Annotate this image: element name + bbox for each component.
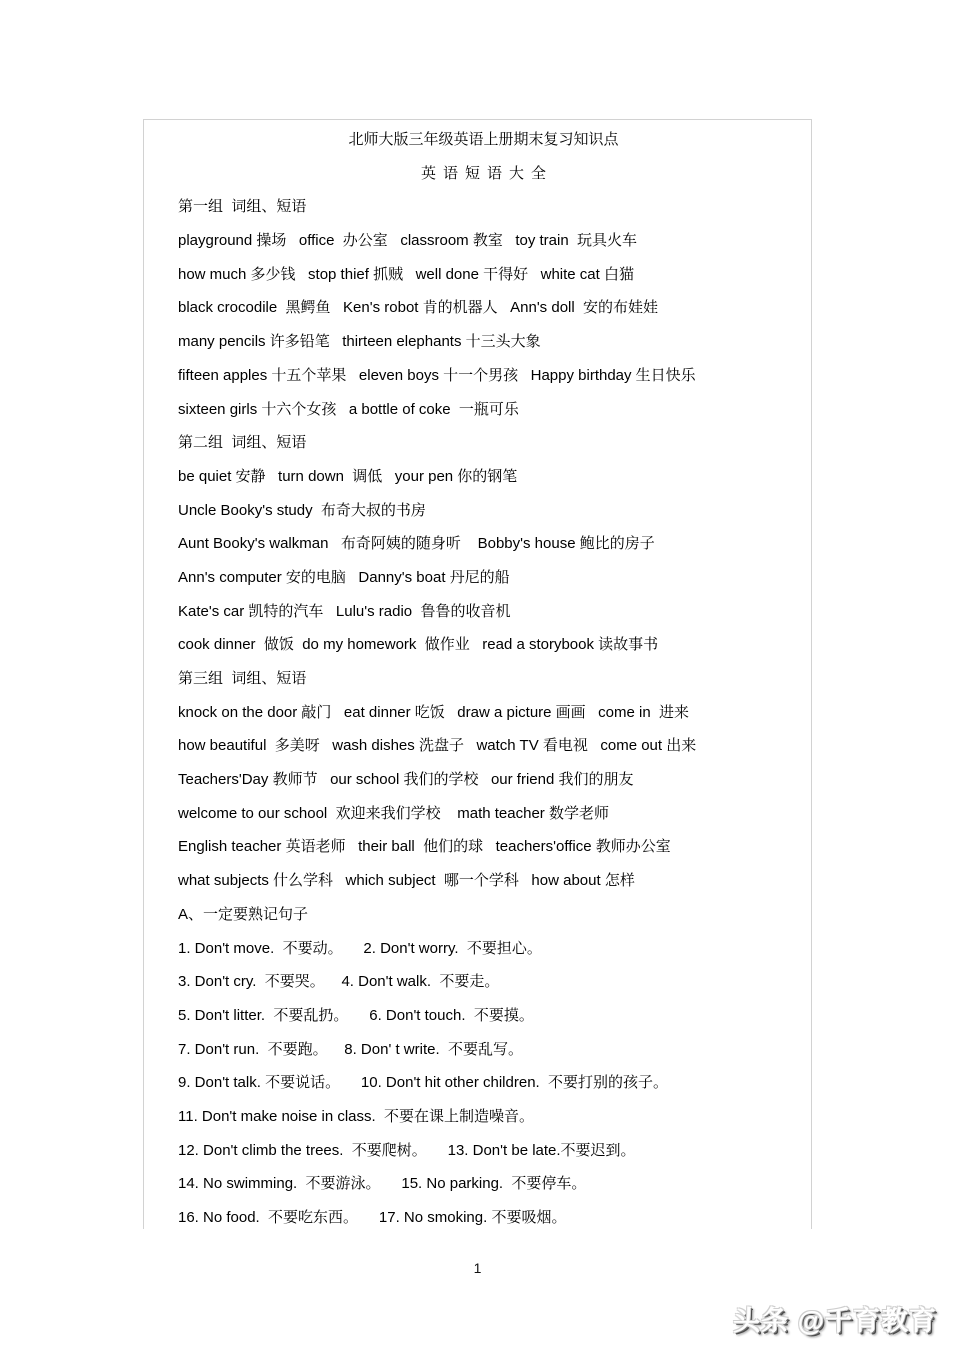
document-page [143, 119, 812, 1229]
doc-line: 3. Don't cry. 不要哭。 4. Don't walk. 不要走。 [178, 973, 500, 991]
doc-line: English teacher 英语老师 their ball 他们的球 teachers'office 教师办公室 [178, 838, 671, 856]
doc-line: many pencils 许多铅笔 thirteen elephants 十三头大象 [178, 333, 541, 351]
doc-line: Teachers'Day 教师节 our school 我们的学校 our friend 我们的朋友 [178, 771, 634, 789]
doc-line: 12. Don't climb the trees. 不要爬树。 13. Don't be late.不要迟到。 [178, 1141, 636, 1159]
doc-line: welcome to our school 欢迎来我们学校 math teacher 数学老师 [178, 804, 609, 822]
doc-line: 5. Don't litter. 不要乱扔。 6. Don't touch. 不要摸。 [178, 1006, 534, 1024]
section-heading: 第二组 词组、短语 [178, 434, 307, 452]
doc-line: how much 多少钱 stop thief 抓贼 well done 干得好 white cat 白猫 [178, 265, 634, 283]
doc-line: Ann's computer 安的电脑 Danny's boat 丹尼的船 [178, 568, 510, 586]
doc-subtitle: 英语短语大全 [420, 164, 553, 182]
doc-line: black crocodile 黑鳄鱼 Ken's robot 肯的机器人 Ann's doll 安的布娃娃 [178, 299, 659, 317]
doc-line: what subjects 什么学科 which subject 哪一个学科 how about 怎样 [178, 872, 635, 890]
section-heading: 第一组 词组、短语 [178, 198, 307, 216]
doc-line: fifteen apples 十五个苹果 eleven boys 十一个男孩 Happy birthday 生日快乐 [178, 366, 696, 384]
section-heading: A、一定要熟记句子 [178, 905, 309, 923]
doc-line: be quiet 安静 turn down 调低 your pen 你的钢笔 [178, 467, 518, 485]
page-number: 1 [473, 1260, 482, 1276]
doc-title: 北师大版三年级英语上册期末复习知识点 [348, 131, 619, 148]
doc-line: how beautiful 多美呀 wash dishes 洗盘子 watch TV 看电视 come out 出来 [178, 737, 697, 755]
doc-line: Kate's car 凯特的汽车 Lulu's radio 鲁鲁的收音机 [178, 602, 511, 620]
page-content [144, 120, 811, 1235]
doc-line: 7. Don't run. 不要跑。 8. Don' t write. 不要乱写。 [178, 1040, 523, 1058]
doc-line: cook dinner 做饭 do my homework 做作业 read a storybook 读故事书 [178, 636, 659, 654]
doc-line: 1. Don't move. 不要动。 2. Don't worry. 不要担心。 [178, 939, 542, 957]
doc-line: 16. No food. 不要吃东西。 17. No smoking. 不要吸烟。 [178, 1209, 567, 1226]
doc-line: 11. Don't make noise in class. 不要在课上制造噪音。 [178, 1107, 535, 1125]
doc-line: Aunt Booky's walkman 布奇阿姨的随身听 Bobby's house 鲍比的房子 [178, 535, 655, 553]
watermark-text: 头条 @千育教育 [733, 1306, 937, 1336]
doc-line: knock on the door 敲门 eat dinner 吃饭 draw a picture 画画 come in 进来 [178, 703, 690, 721]
doc-line: Uncle Booky's study 布奇大叔的书房 [178, 501, 426, 519]
doc-line: 14. No swimming. 不要游泳。 15. No parking. 不要停车。 [178, 1175, 587, 1193]
sections-container [178, 190, 789, 1234]
doc-line: sixteen girls 十六个女孩 a bottle of coke 一瓶可乐 [178, 400, 519, 418]
section-heading: 第三组 词组、短语 [178, 670, 307, 687]
doc-line: 9. Don't talk. 不要说话。 10. Don't hit other children. 不要打别的孩子。 [178, 1074, 669, 1092]
doc-line: playground 操场 office 办公室 classroom 教室 toy train 玩具火车 [178, 232, 638, 250]
